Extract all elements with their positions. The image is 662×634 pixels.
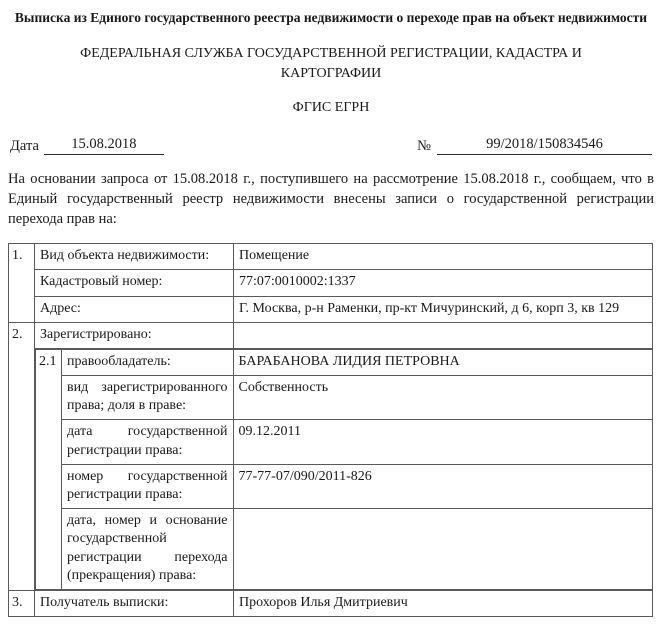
cadastral-number-label: Кадастровый номер: xyxy=(35,270,234,296)
table-row xyxy=(36,349,653,375)
transfer-registration-label xyxy=(62,509,234,590)
table-row xyxy=(9,270,653,296)
row-number-2-1: 2.1 xyxy=(36,349,62,589)
table-row xyxy=(9,244,653,270)
table-row xyxy=(36,376,653,420)
right-type-label xyxy=(62,376,234,420)
recipient-label: Получатель выписки: xyxy=(35,590,234,616)
row-number-1: 1. xyxy=(9,244,35,323)
table-row-nested-group xyxy=(9,348,653,590)
intro-paragraph: На основании запроса от 15.08.2018 г., поступившего на рассмотрение 15.08.2018 г., сообщаем, что в Единый государственный реестр недвижимости внесены записи о государственной регистрации перехода прав на: xyxy=(8,171,654,228)
subsection-container xyxy=(35,348,653,590)
table-row xyxy=(9,590,653,616)
object-type-label: Вид объекта недвижимости: xyxy=(35,244,234,270)
registration-number-value: 77-77-07/090/2011-826 xyxy=(233,464,652,508)
registration-date-label xyxy=(62,420,234,464)
holder-value: БАРАБАНОВА ЛИДИЯ ПЕТРОВНА xyxy=(233,349,652,375)
object-type-value: Помещение xyxy=(234,244,653,270)
table-row xyxy=(9,322,653,348)
registered-value xyxy=(234,322,653,348)
registration-date-label-text: дата государственной регистрации права: xyxy=(67,424,228,458)
recipient-value: Прохоров Илья Дмитриевич xyxy=(234,590,653,616)
subsection-table xyxy=(35,349,653,590)
holder-label: правообладатель: xyxy=(62,349,234,375)
row-number-3: 3. xyxy=(9,590,35,616)
right-type-label-text: вид зарегистрированного права; доля в праве: xyxy=(67,380,228,414)
date-value: 15.08.2018 xyxy=(44,136,164,155)
table-row xyxy=(36,464,653,508)
table-row xyxy=(36,509,653,590)
registered-label: Зарегистрировано: xyxy=(35,322,234,348)
address-value: Г. Москва, р-н Раменки, пр-кт Мичуринский, д 6, корп 3, кв 129 xyxy=(234,296,653,322)
date-label: Дата xyxy=(10,138,39,155)
table-row xyxy=(36,420,653,464)
table-row xyxy=(9,296,653,322)
document-page xyxy=(0,8,662,634)
transfer-registration-value xyxy=(233,509,652,590)
cadastral-number-value: 77:07:0010002:1337 xyxy=(234,270,653,296)
registration-date-value: 09.12.2011 xyxy=(233,420,652,464)
address-label: Адрес: xyxy=(35,296,234,322)
document-title: Выписка из Единого государственного реестра недвижимости о переходе прав на объект недвижимости xyxy=(14,10,648,25)
transfer-registration-label-text: дата, номер и основание государственной регистрации перехода (прекращения) права: xyxy=(67,513,228,583)
number-label: № xyxy=(417,138,431,155)
row-number-2: 2. xyxy=(9,322,35,590)
registration-number-label-text: номер государственной регистрации права: xyxy=(67,468,228,503)
document-meta-line xyxy=(10,136,652,155)
right-type-value: Собственность xyxy=(233,376,652,420)
registry-table xyxy=(8,243,653,617)
agency-name: ФЕДЕРАЛЬНАЯ СЛУЖБА ГОСУДАРСТВЕННОЙ РЕГИСТРАЦИИ, КАДАСТРА И КАРТОГРАФИИ xyxy=(80,45,582,81)
registration-number-label xyxy=(62,464,234,508)
system-name: ФГИС ЕГРН xyxy=(292,100,370,116)
number-value: 99/2018/150834546 xyxy=(437,136,652,155)
